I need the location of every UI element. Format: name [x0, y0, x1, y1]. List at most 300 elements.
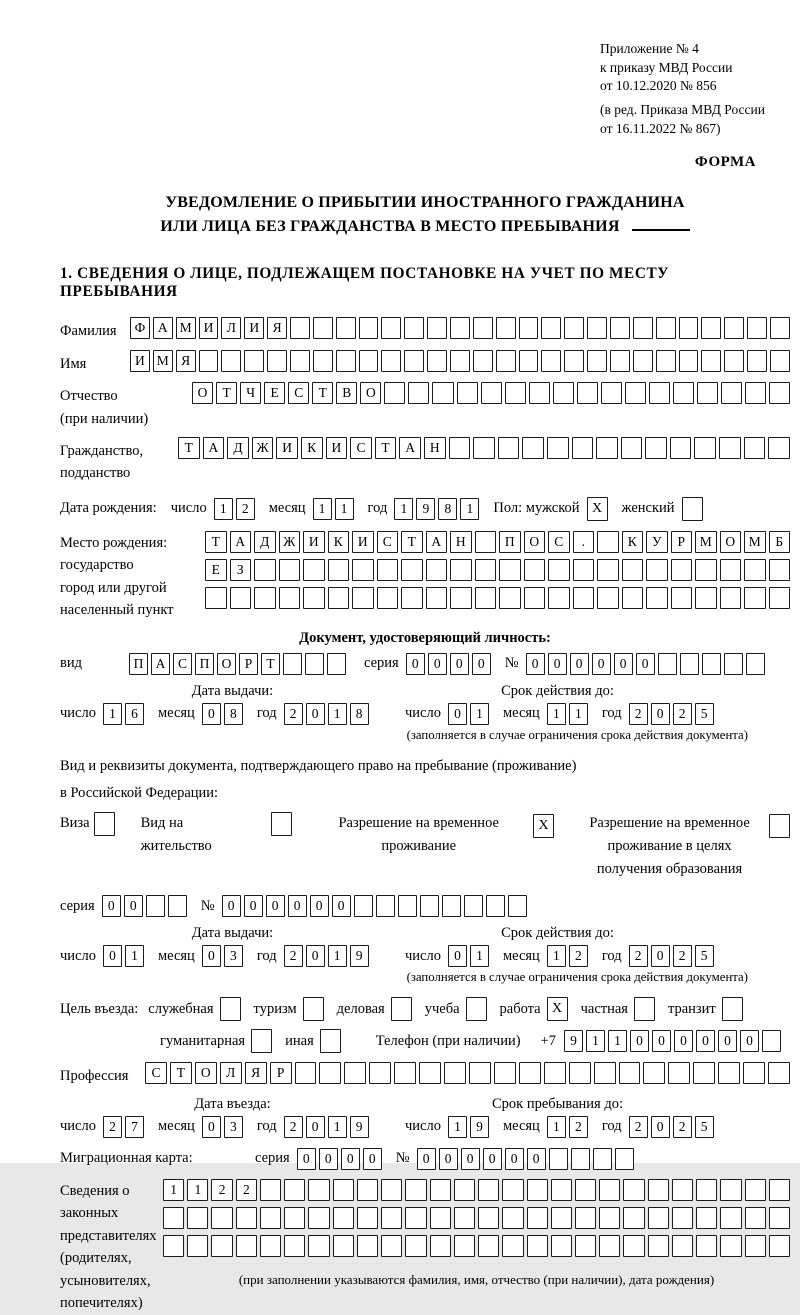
char-cell[interactable]: 0	[450, 653, 469, 675]
char-cell[interactable]	[381, 317, 401, 339]
char-cell[interactable]	[454, 1235, 475, 1257]
birth-month-cells[interactable]	[313, 498, 354, 520]
char-cell[interactable]	[376, 895, 395, 917]
purpose-transit-checkbox[interactable]	[722, 997, 743, 1021]
char-cell[interactable]: 1	[586, 1030, 605, 1052]
char-cell[interactable]	[420, 895, 439, 917]
char-cell[interactable]: Т	[170, 1062, 192, 1084]
char-cell[interactable]	[454, 1207, 475, 1229]
char-cell[interactable]: 2	[673, 703, 692, 725]
char-cell[interactable]: Н	[450, 531, 472, 553]
stay-doc-number-cells[interactable]	[222, 895, 527, 917]
char-cell[interactable]	[405, 1179, 426, 1201]
char-cell[interactable]	[622, 559, 644, 581]
birth-place-cells-line1[interactable]	[205, 531, 790, 553]
entry-day-cells[interactable]	[103, 1116, 144, 1138]
char-cell[interactable]	[679, 317, 699, 339]
char-cell[interactable]: 2	[284, 1116, 303, 1138]
char-cell[interactable]	[464, 895, 483, 917]
char-cell[interactable]	[284, 1235, 305, 1257]
char-cell[interactable]: Т	[401, 531, 423, 553]
expiry-day-cells[interactable]	[448, 703, 489, 725]
char-cell[interactable]	[328, 587, 350, 609]
char-cell[interactable]	[426, 559, 448, 581]
char-cell[interactable]	[260, 1235, 281, 1257]
char-cell[interactable]: 1	[125, 945, 144, 967]
char-cell[interactable]	[279, 559, 301, 581]
char-cell[interactable]	[352, 587, 374, 609]
char-cell[interactable]: 0	[461, 1148, 480, 1170]
char-cell[interactable]	[541, 317, 561, 339]
birth-year-cells[interactable]	[394, 498, 479, 520]
char-cell[interactable]	[770, 350, 790, 372]
char-cell[interactable]	[303, 587, 325, 609]
char-cell[interactable]	[769, 559, 791, 581]
char-cell[interactable]	[499, 559, 521, 581]
purpose-other-checkbox[interactable]	[320, 1029, 341, 1053]
char-cell[interactable]: 0	[570, 653, 589, 675]
char-cell[interactable]	[381, 1235, 402, 1257]
char-cell[interactable]	[744, 587, 766, 609]
char-cell[interactable]	[573, 559, 595, 581]
char-cell[interactable]	[352, 559, 374, 581]
char-cell[interactable]	[408, 382, 429, 404]
char-cell[interactable]	[432, 382, 453, 404]
char-cell[interactable]: 0	[124, 895, 143, 917]
char-cell[interactable]	[498, 437, 520, 459]
char-cell[interactable]	[621, 437, 643, 459]
char-cell[interactable]	[745, 382, 766, 404]
char-cell[interactable]: О	[360, 382, 381, 404]
char-cell[interactable]	[381, 1179, 402, 1201]
char-cell[interactable]	[442, 895, 461, 917]
char-cell[interactable]: Т	[216, 382, 237, 404]
char-cell[interactable]: 0	[630, 1030, 649, 1052]
char-cell[interactable]: 0	[244, 895, 263, 917]
char-cell[interactable]	[502, 1179, 523, 1201]
char-cell[interactable]: 2	[236, 1179, 257, 1201]
char-cell[interactable]	[548, 587, 570, 609]
char-cell[interactable]: 1	[547, 945, 566, 967]
char-cell[interactable]	[519, 350, 539, 372]
char-cell[interactable]: 1	[394, 498, 413, 520]
char-cell[interactable]	[308, 1235, 329, 1257]
char-cell[interactable]: Ж	[279, 531, 301, 553]
char-cell[interactable]: 2	[211, 1179, 232, 1201]
char-cell[interactable]	[633, 350, 653, 372]
char-cell[interactable]	[163, 1207, 184, 1229]
char-cell[interactable]	[519, 1062, 541, 1084]
char-cell[interactable]	[398, 895, 417, 917]
char-cell[interactable]	[553, 382, 574, 404]
char-cell[interactable]	[696, 1179, 717, 1201]
char-cell[interactable]: Л	[220, 1062, 242, 1084]
char-cell[interactable]	[427, 317, 447, 339]
char-cell[interactable]: 0	[651, 703, 670, 725]
char-cell[interactable]	[508, 895, 527, 917]
char-cell[interactable]: Я	[176, 350, 196, 372]
stay-doc-series-cells[interactable]	[102, 895, 187, 917]
char-cell[interactable]: 1	[335, 498, 354, 520]
char-cell[interactable]	[770, 317, 790, 339]
char-cell[interactable]	[344, 1062, 366, 1084]
char-cell[interactable]: И	[276, 437, 298, 459]
char-cell[interactable]: И	[199, 317, 219, 339]
char-cell[interactable]	[724, 653, 743, 675]
char-cell[interactable]: 0	[674, 1030, 693, 1052]
purpose-official-checkbox[interactable]	[220, 997, 241, 1021]
char-cell[interactable]	[494, 1062, 516, 1084]
char-cell[interactable]	[478, 1207, 499, 1229]
doc-series-cells[interactable]	[406, 653, 491, 675]
stay-issue-month-cells[interactable]	[202, 945, 243, 967]
char-cell[interactable]: П	[129, 653, 148, 675]
char-cell[interactable]	[502, 1207, 523, 1229]
char-cell[interactable]: .	[573, 531, 595, 553]
char-cell[interactable]	[645, 437, 667, 459]
char-cell[interactable]	[357, 1179, 378, 1201]
doc-number-cells[interactable]	[526, 653, 765, 675]
char-cell[interactable]	[146, 895, 165, 917]
char-cell[interactable]: 0	[651, 945, 670, 967]
birth-day-cells[interactable]	[214, 498, 255, 520]
char-cell[interactable]	[744, 559, 766, 581]
char-cell[interactable]: Я	[245, 1062, 267, 1084]
stay-month-cells[interactable]	[547, 1116, 588, 1138]
char-cell[interactable]: 1	[547, 703, 566, 725]
issue-day-cells[interactable]	[103, 703, 144, 725]
char-cell[interactable]	[187, 1207, 208, 1229]
char-cell[interactable]: Е	[264, 382, 285, 404]
char-cell[interactable]: К	[622, 531, 644, 553]
char-cell[interactable]: 1	[163, 1179, 184, 1201]
surname-cells[interactable]	[130, 317, 790, 339]
char-cell[interactable]	[290, 317, 310, 339]
char-cell[interactable]: Р	[671, 531, 693, 553]
char-cell[interactable]: К	[328, 531, 350, 553]
char-cell[interactable]	[548, 559, 570, 581]
char-cell[interactable]	[260, 1179, 281, 1201]
stay-day-cells[interactable]	[448, 1116, 489, 1138]
patronymic-cells[interactable]	[192, 382, 790, 404]
char-cell[interactable]: О	[524, 531, 546, 553]
stay-year-cells[interactable]	[629, 1116, 714, 1138]
char-cell[interactable]	[405, 1207, 426, 1229]
char-cell[interactable]: 1	[448, 1116, 467, 1138]
char-cell[interactable]: 0	[222, 895, 241, 917]
char-cell[interactable]: 0	[266, 895, 285, 917]
temporary-residence-checkbox[interactable]: X	[533, 814, 554, 838]
char-cell[interactable]	[577, 382, 598, 404]
char-cell[interactable]: Р	[270, 1062, 292, 1084]
char-cell[interactable]	[670, 437, 692, 459]
char-cell[interactable]	[769, 382, 790, 404]
char-cell[interactable]	[430, 1179, 451, 1201]
char-cell[interactable]: И	[352, 531, 374, 553]
char-cell[interactable]: 0	[652, 1030, 671, 1052]
char-cell[interactable]: 0	[548, 653, 567, 675]
char-cell[interactable]	[575, 1207, 596, 1229]
char-cell[interactable]	[610, 350, 630, 372]
char-cell[interactable]	[720, 1207, 741, 1229]
char-cell[interactable]	[457, 382, 478, 404]
char-cell[interactable]: 8	[438, 498, 457, 520]
char-cell[interactable]	[313, 317, 333, 339]
char-cell[interactable]	[357, 1207, 378, 1229]
char-cell[interactable]	[295, 1062, 317, 1084]
char-cell[interactable]: 3	[224, 945, 243, 967]
char-cell[interactable]: 2	[629, 703, 648, 725]
char-cell[interactable]	[701, 350, 721, 372]
char-cell[interactable]: 2	[673, 1116, 692, 1138]
char-cell[interactable]: Я	[267, 317, 287, 339]
char-cell[interactable]: Д	[254, 531, 276, 553]
char-cell[interactable]	[643, 1062, 665, 1084]
char-cell[interactable]: 9	[350, 1116, 369, 1138]
char-cell[interactable]	[597, 531, 619, 553]
representatives-cells-line2[interactable]	[163, 1207, 790, 1229]
migration-number-cells[interactable]	[417, 1148, 634, 1170]
char-cell[interactable]: П	[499, 531, 521, 553]
migration-series-cells[interactable]	[297, 1148, 382, 1170]
char-cell[interactable]	[478, 1235, 499, 1257]
char-cell[interactable]	[313, 350, 333, 372]
char-cell[interactable]: 0	[718, 1030, 737, 1052]
char-cell[interactable]	[551, 1179, 572, 1201]
char-cell[interactable]	[746, 653, 765, 675]
char-cell[interactable]	[633, 317, 653, 339]
char-cell[interactable]: 0	[428, 653, 447, 675]
char-cell[interactable]	[527, 1235, 548, 1257]
char-cell[interactable]: 0	[526, 653, 545, 675]
char-cell[interactable]	[336, 350, 356, 372]
sex-female-checkbox[interactable]	[682, 497, 703, 521]
char-cell[interactable]	[658, 653, 677, 675]
char-cell[interactable]	[672, 1207, 693, 1229]
stay-issue-year-cells[interactable]	[284, 945, 369, 967]
char-cell[interactable]	[564, 350, 584, 372]
char-cell[interactable]: 0	[696, 1030, 715, 1052]
char-cell[interactable]	[163, 1235, 184, 1257]
char-cell[interactable]: Ч	[240, 382, 261, 404]
char-cell[interactable]	[284, 1179, 305, 1201]
char-cell[interactable]: 7	[125, 1116, 144, 1138]
purpose-business-checkbox[interactable]	[391, 997, 412, 1021]
char-cell[interactable]	[384, 382, 405, 404]
char-cell[interactable]	[527, 1179, 548, 1201]
char-cell[interactable]: С	[145, 1062, 167, 1084]
char-cell[interactable]	[679, 350, 699, 372]
char-cell[interactable]	[594, 1062, 616, 1084]
char-cell[interactable]: Ф	[130, 317, 150, 339]
char-cell[interactable]: 0	[448, 945, 467, 967]
char-cell[interactable]	[697, 382, 718, 404]
char-cell[interactable]	[671, 587, 693, 609]
char-cell[interactable]	[475, 559, 497, 581]
char-cell[interactable]	[481, 382, 502, 404]
char-cell[interactable]: 2	[236, 498, 255, 520]
char-cell[interactable]	[283, 653, 302, 675]
char-cell[interactable]	[745, 1179, 766, 1201]
char-cell[interactable]: Е	[205, 559, 227, 581]
char-cell[interactable]	[401, 559, 423, 581]
char-cell[interactable]	[615, 1148, 634, 1170]
char-cell[interactable]: А	[153, 317, 173, 339]
char-cell[interactable]: Д	[227, 437, 249, 459]
char-cell[interactable]	[599, 1179, 620, 1201]
temporary-residence-education-checkbox[interactable]	[769, 814, 790, 838]
char-cell[interactable]	[693, 1062, 715, 1084]
char-cell[interactable]	[319, 1062, 341, 1084]
char-cell[interactable]	[444, 1062, 466, 1084]
char-cell[interactable]	[694, 437, 716, 459]
char-cell[interactable]	[587, 317, 607, 339]
char-cell[interactable]	[524, 587, 546, 609]
char-cell[interactable]: 0	[592, 653, 611, 675]
char-cell[interactable]: И	[326, 437, 348, 459]
char-cell[interactable]	[541, 350, 561, 372]
char-cell[interactable]: 9	[470, 1116, 489, 1138]
char-cell[interactable]	[696, 1235, 717, 1257]
char-cell[interactable]: 0	[306, 945, 325, 967]
issue-month-cells[interactable]	[202, 703, 243, 725]
char-cell[interactable]	[648, 1235, 669, 1257]
char-cell[interactable]	[354, 895, 373, 917]
char-cell[interactable]: М	[153, 350, 173, 372]
char-cell[interactable]	[469, 1062, 491, 1084]
char-cell[interactable]	[359, 350, 379, 372]
char-cell[interactable]	[187, 1235, 208, 1257]
char-cell[interactable]	[394, 1062, 416, 1084]
char-cell[interactable]	[721, 382, 742, 404]
char-cell[interactable]: О	[720, 531, 742, 553]
char-cell[interactable]: 0	[483, 1148, 502, 1170]
char-cell[interactable]: 0	[310, 895, 329, 917]
phone-cells[interactable]	[564, 1030, 781, 1052]
char-cell[interactable]: Т	[261, 653, 280, 675]
profession-cells[interactable]	[145, 1062, 790, 1084]
char-cell[interactable]: 0	[417, 1148, 436, 1170]
char-cell[interactable]	[745, 1235, 766, 1257]
expiry-month-cells[interactable]	[547, 703, 588, 725]
char-cell[interactable]	[724, 350, 744, 372]
char-cell[interactable]: А	[230, 531, 252, 553]
char-cell[interactable]	[696, 1207, 717, 1229]
char-cell[interactable]	[575, 1235, 596, 1257]
char-cell[interactable]	[236, 1235, 257, 1257]
char-cell[interactable]	[623, 1179, 644, 1201]
entry-year-cells[interactable]	[284, 1116, 369, 1138]
char-cell[interactable]	[221, 350, 241, 372]
char-cell[interactable]: Ж	[252, 437, 274, 459]
char-cell[interactable]	[768, 1062, 790, 1084]
purpose-work-checkbox[interactable]: X	[547, 997, 568, 1021]
char-cell[interactable]	[673, 382, 694, 404]
char-cell[interactable]: 0	[636, 653, 655, 675]
char-cell[interactable]	[744, 437, 766, 459]
expiry-year-cells[interactable]	[629, 703, 714, 725]
char-cell[interactable]: 1	[214, 498, 233, 520]
char-cell[interactable]: 0	[439, 1148, 458, 1170]
char-cell[interactable]	[656, 350, 676, 372]
char-cell[interactable]	[478, 1179, 499, 1201]
char-cell[interactable]: 0	[363, 1148, 382, 1170]
purpose-humanitarian-checkbox[interactable]	[251, 1029, 272, 1053]
char-cell[interactable]	[743, 1062, 765, 1084]
char-cell[interactable]	[668, 1062, 690, 1084]
char-cell[interactable]: 3	[224, 1116, 243, 1138]
char-cell[interactable]: 1	[608, 1030, 627, 1052]
char-cell[interactable]: 9	[416, 498, 435, 520]
char-cell[interactable]: 0	[614, 653, 633, 675]
char-cell[interactable]: 1	[547, 1116, 566, 1138]
char-cell[interactable]: С	[548, 531, 570, 553]
char-cell[interactable]	[211, 1207, 232, 1229]
char-cell[interactable]	[381, 350, 401, 372]
char-cell[interactable]: Н	[424, 437, 446, 459]
char-cell[interactable]	[597, 559, 619, 581]
char-cell[interactable]	[524, 559, 546, 581]
char-cell[interactable]	[449, 437, 471, 459]
char-cell[interactable]	[290, 350, 310, 372]
char-cell[interactable]: 1	[328, 703, 347, 725]
char-cell[interactable]	[646, 559, 668, 581]
char-cell[interactable]: 1	[187, 1179, 208, 1201]
char-cell[interactable]: 1	[328, 945, 347, 967]
char-cell[interactable]	[430, 1235, 451, 1257]
char-cell[interactable]	[599, 1235, 620, 1257]
char-cell[interactable]: Р	[239, 653, 258, 675]
char-cell[interactable]	[450, 559, 472, 581]
char-cell[interactable]	[622, 587, 644, 609]
char-cell[interactable]: 9	[350, 945, 369, 967]
char-cell[interactable]	[529, 382, 550, 404]
char-cell[interactable]: 1	[470, 703, 489, 725]
char-cell[interactable]: 0	[103, 945, 122, 967]
representatives-cells-line3[interactable]	[163, 1235, 790, 1257]
char-cell[interactable]: 0	[448, 703, 467, 725]
char-cell[interactable]: Т	[312, 382, 333, 404]
char-cell[interactable]	[308, 1179, 329, 1201]
char-cell[interactable]	[426, 587, 448, 609]
char-cell[interactable]	[671, 559, 693, 581]
char-cell[interactable]: О	[217, 653, 236, 675]
char-cell[interactable]: 1	[313, 498, 332, 520]
char-cell[interactable]: 0	[527, 1148, 546, 1170]
char-cell[interactable]: 2	[673, 945, 692, 967]
char-cell[interactable]	[450, 587, 472, 609]
char-cell[interactable]: А	[151, 653, 170, 675]
char-cell[interactable]	[646, 587, 668, 609]
char-cell[interactable]	[625, 382, 646, 404]
char-cell[interactable]: П	[195, 653, 214, 675]
char-cell[interactable]: 2	[629, 1116, 648, 1138]
char-cell[interactable]	[473, 350, 493, 372]
char-cell[interactable]	[648, 1179, 669, 1201]
char-cell[interactable]	[720, 559, 742, 581]
stay-expiry-month-cells[interactable]	[547, 945, 588, 967]
char-cell[interactable]: 0	[202, 945, 221, 967]
char-cell[interactable]	[450, 317, 470, 339]
char-cell[interactable]: 2	[569, 1116, 588, 1138]
char-cell[interactable]: 2	[629, 945, 648, 967]
char-cell[interactable]	[551, 1235, 572, 1257]
char-cell[interactable]	[333, 1179, 354, 1201]
char-cell[interactable]	[401, 587, 423, 609]
birth-place-cells-line2[interactable]	[205, 559, 790, 581]
stay-expiry-day-cells[interactable]	[448, 945, 489, 967]
char-cell[interactable]	[404, 317, 424, 339]
